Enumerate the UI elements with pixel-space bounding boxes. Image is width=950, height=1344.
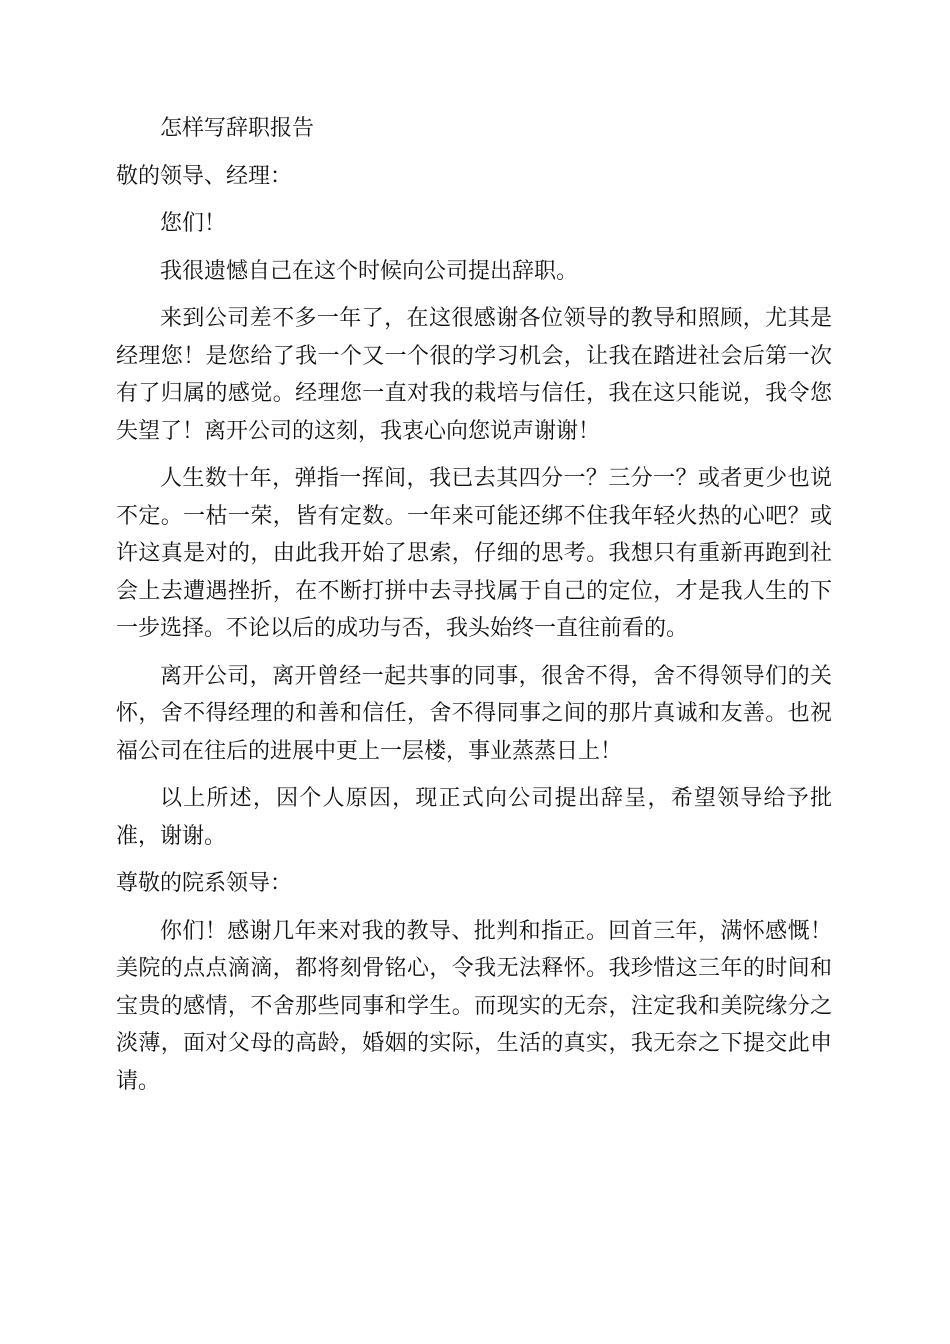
paragraph: 人生数十年，弹指一挥间，我已去其四分一？三分一？或者更少也说不定。一枯一荣，皆有定数。一年来可能还绑不住我年轻火热的心吧？或许这真是对的，由此我开始了思索，仔细的思考。我想只有重新再跑到社会上去遭遇挫折，在不断打拼中去寻找属于自己的定位，才是我人生的下一步选择。不论以后的成功与否，我头始终一直往前看的。: [116, 466, 832, 641]
salutation-department-leaders: 尊敬的院系领导：: [116, 871, 293, 896]
document-title: 怎样写辞职报告: [160, 116, 315, 141]
paragraph: 我很遗憾自己在这个时候向公司提出辞职。: [160, 258, 579, 284]
greeting: 您们！: [160, 211, 227, 236]
document-body: [116, 110, 832, 1110]
paragraph: 离开公司，离开曾经一起共事的同事，很舍不得，舍不得领导们的关怀，舍不得经理的和善和信任，舍不得同事之间的那片真诚和友善。也祝福公司在往后的进展中更上一层楼，事业蒸蒸日上！: [116, 663, 832, 764]
paragraph: 你们！感谢几年来对我的教导、批判和指正。回首三年，满怀感慨！美院的点点滴滴，都将刻骨铭心，令我无法释怀。我珍惜这三年的时间和宝贵的感情，不舍那些同事和学生。而现实的无奈，注定我和美院缘分之淡薄，面对父母的高龄，婚姻的实际，生活的真实，我无奈之下提交此申请。: [116, 918, 832, 1094]
paragraph: 来到公司差不多一年了，在这很感谢各位领导的教导和照顾，尤其是经理您！是您给了我一个又一个很的学习机会，让我在踏进社会后第一次有了归属的感觉。经理您一直对我的栽培与信任，我在这只能说，我令您失望了！离开公司的这刻，我衷心向您说声谢谢！: [116, 306, 832, 444]
salutation-leaders-manager: 敬的领导、经理：: [116, 163, 293, 189]
paragraph: 以上所述，因个人原因，现正式向公司提出辞呈，希望领导给予批准，谢谢。: [116, 786, 832, 849]
